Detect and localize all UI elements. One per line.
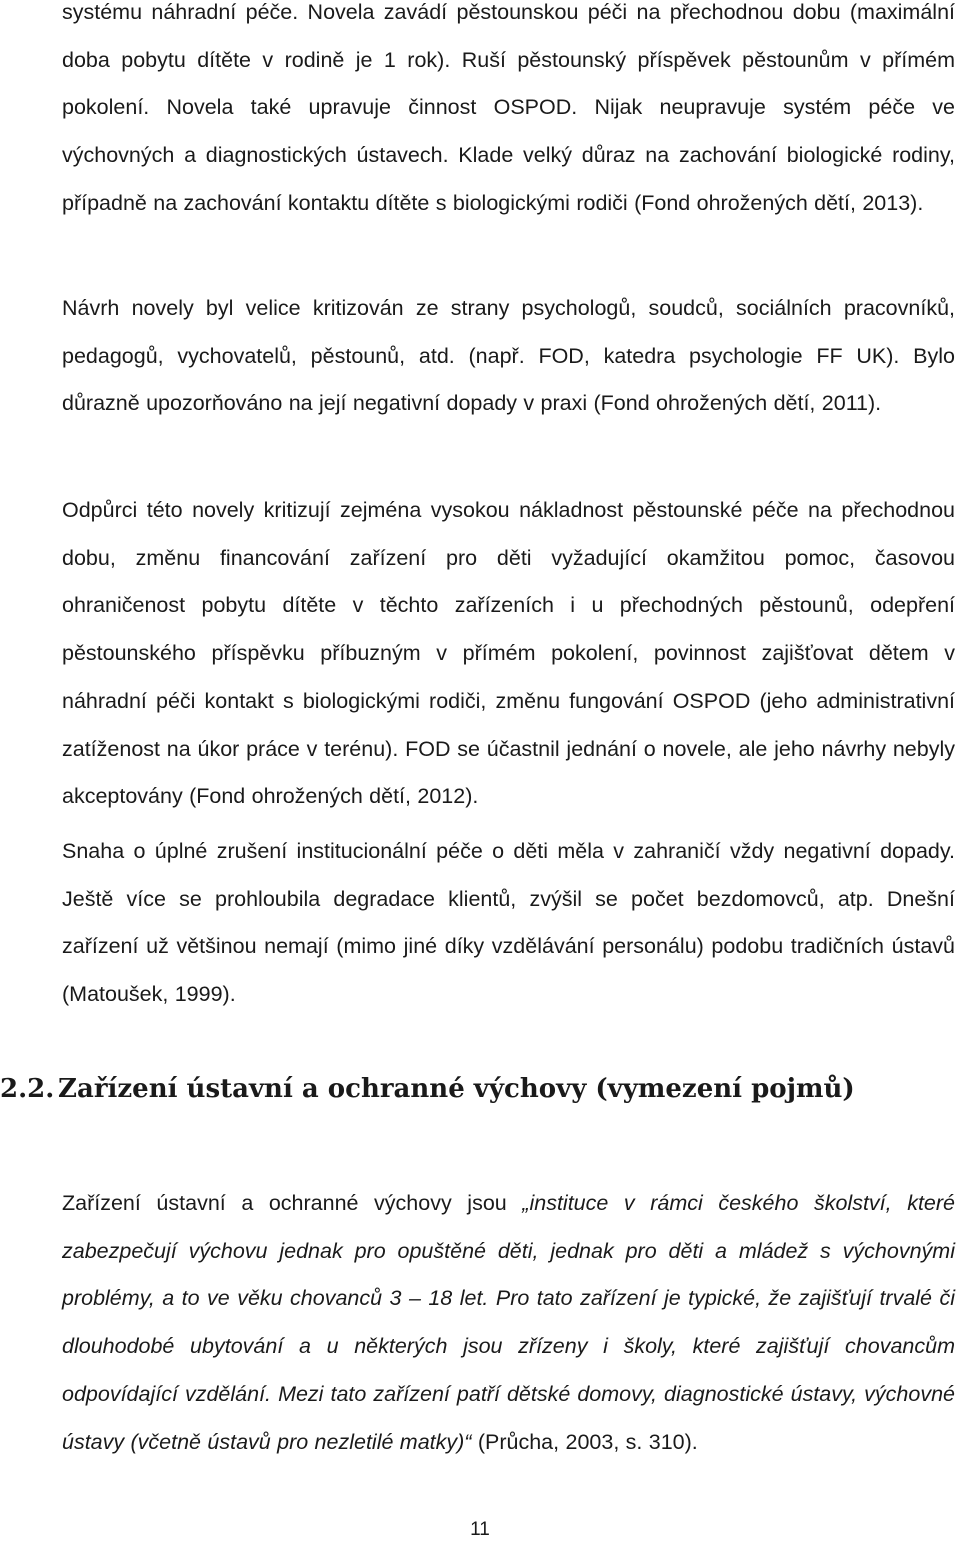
- definition-intro: Zařízení ústavní a ochranné výchovy jsou: [62, 1191, 523, 1215]
- definition-citation: (Průcha, 2003, s. 310).: [471, 1429, 698, 1454]
- section-title: Zařízení ústavní a ochranné výchovy (vymezení pojmů): [58, 1074, 855, 1104]
- paragraph-opponents: Odpůrci této novely kritizují zejména vysokou nákladnost pěstounské péče na přechodnou dobu, změnu financování zařízení pro děti vyžadující okamžitou pomoc, časovou ohraničenost pobytu dítěte v těchto zařízeních i u přechodných pěstounů, odepření pěstounského příspěvku příbuzným v přímém pokolení, povinnost zajišťovat dětem v náhradní péči kontakt s biologickými rodiči, změnu fungování OSPOD (jeho administrativní zatíženost na úkor práce v terénu). FOD se účastnil jednání o novele, ale jeho návrhy nebyly akceptovány (Fond ohrožených dětí, 2012).: [62, 498, 955, 809]
- section-number: 2.2.: [0, 1074, 55, 1104]
- page-number: 11: [470, 1519, 490, 1540]
- definition-quote: „instituce v rámci českého školství, které zabezpečují výchovu jednak pro opuštěné děti, jednak pro děti a mládež s výchovnými problémy, a to ve věku chovanců 3 – 18 let. Pro tato zařízení je typické, že zajišťují trvalé či dlouhodobé ubytování a u některých jsou zřízeny i školy, které zajišťují chovancům odpovídající vzdělání. Mezi tato zařízení patří dětské domovy, diagnostické ústavy, výchovné ústavy (včetně ústavů pro nezletilé matky)“: [62, 1191, 955, 1454]
- paragraph-novela-summary: systému náhradní péče. Novela zavádí pěstounskou péči na přechodnou dobu (maximální doba pobytu dítěte v rodině je 1 rok). Ruší pěstounský příspěvek pěstounům v přímém pokolení. Novela také upravuje činnost OSPOD. Nijak neupravuje systém péče ve výchovných a diagnostických ústavech. Klade velký důraz na zachování biologické rodiny, případně na zachování kontaktu dítěte s biologickými rodiči (Fond ohrožených dětí, 2013).: [62, 0, 955, 215]
- section-heading: [0, 1074, 960, 1104]
- paragraph-novela-criticism: Návrh novely byl velice kritizován ze strany psychologů, soudců, sociálních pracovníků, pedagogů, vychovatelů, pěstounů, atd. (např. FOD, katedra psychologie FF UK). Bylo důrazně upozorňováno na její negativní dopady v praxi (Fond ohrožených dětí, 2011).: [62, 296, 955, 416]
- paragraph-definition: [62, 1180, 955, 1466]
- paragraph-institutional-care: Snaha o úplné zrušení institucionální péče o děti měla v zahraničí vždy negativní dopady. Ještě více se prohloubila degradace klientů, zvýšil se počet bezdomovců, atp. Dnešní zařízení už většinou nemají (mimo jiné díky vzdělávání personálu) podobu tradičních ústavů (Matoušek, 1999).: [62, 839, 955, 1007]
